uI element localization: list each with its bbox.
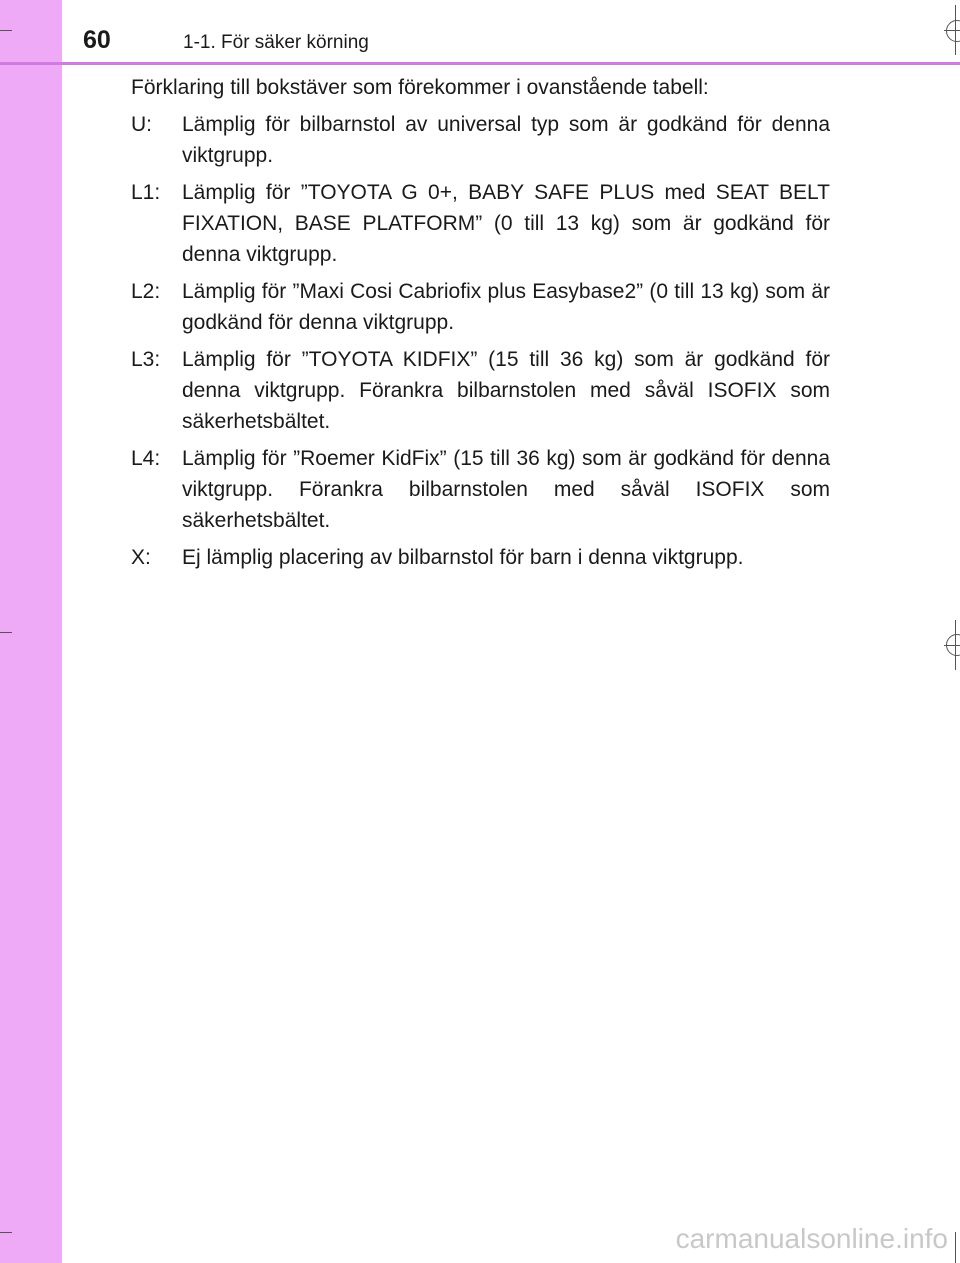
page-number: 60 bbox=[83, 26, 111, 54]
crop-mark bbox=[955, 1232, 956, 1263]
legend-description: Lämplig för ”Roemer KidFix” (15 till 36 kg) som är godkänd för denna viktgrupp. Förankra bilbarnstolen med såväl ISOFIX som säkerhetsbältet. bbox=[182, 447, 830, 532]
registration-mark bbox=[946, 634, 960, 656]
legend-code: L4: bbox=[131, 447, 161, 470]
watermark: carmanualsonline.info bbox=[675, 1223, 948, 1254]
legend-item bbox=[131, 177, 830, 270]
legend-code: L2: bbox=[131, 280, 161, 303]
intro-text: Förklaring till bokstäver som förekommer i ovanstående tabell: bbox=[131, 76, 709, 99]
legend-code: L3: bbox=[131, 348, 161, 371]
legend-description: Lämplig för ”TOYOTA G 0+, BABY SAFE PLUS med SEAT BELT FIXATION, BASE PLATFORM” (0 till 13 kg) som är godkänd för denna viktgrupp. bbox=[182, 181, 830, 266]
legend-item bbox=[131, 443, 830, 536]
section-title: 1-1. För säker körning bbox=[183, 32, 369, 53]
crop-mark bbox=[0, 30, 12, 31]
crop-mark bbox=[0, 1232, 12, 1233]
legend-content bbox=[131, 72, 830, 579]
legend-item bbox=[131, 344, 830, 437]
registration-mark bbox=[946, 20, 960, 42]
legend-description: Lämplig för ”TOYOTA KIDFIX” (15 till 36 kg) som är godkänd för denna viktgrupp. Förankra bilbarnstolen med såväl ISOFIX som säkerhetsbältet. bbox=[182, 348, 830, 433]
legend-item bbox=[131, 109, 830, 171]
header-rule bbox=[0, 62, 960, 65]
legend-item bbox=[131, 276, 830, 338]
crop-mark bbox=[0, 632, 12, 633]
legend-description: Lämplig för ”Maxi Cosi Cabriofix plus Easybase2” (0 till 13 kg) som är godkänd för denna viktgrupp. bbox=[182, 280, 830, 334]
legend-item bbox=[131, 542, 830, 573]
legend-description: Lämplig för bilbarnstol av universal typ som är godkänd för denna viktgrupp. bbox=[182, 113, 830, 167]
legend-code: L1: bbox=[131, 181, 161, 204]
legend-code: X: bbox=[131, 546, 151, 569]
legend-description: Ej lämplig placering av bilbarnstol för barn i denna viktgrupp. bbox=[182, 546, 744, 569]
legend-code: U: bbox=[131, 113, 152, 136]
